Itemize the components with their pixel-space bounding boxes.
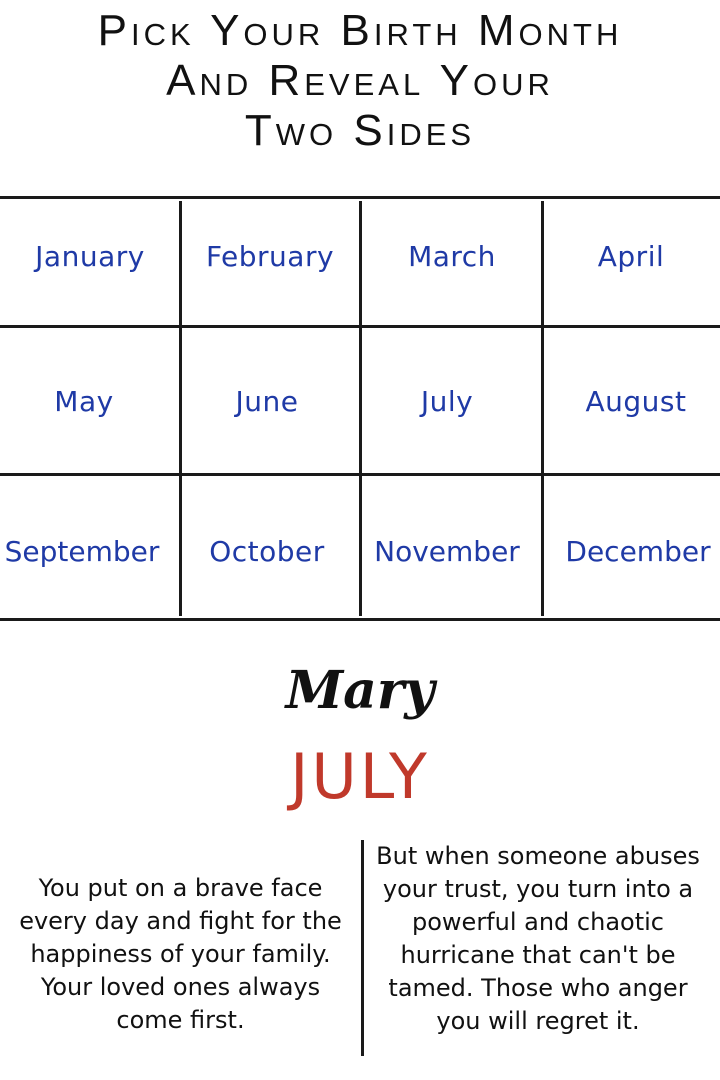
month-march[interactable]: March bbox=[408, 240, 496, 273]
result-left-text: You put on a brave face every day and fight for the happiness of your family. Your loved ones always come first. bbox=[19, 874, 342, 1034]
month-november[interactable]: November bbox=[374, 535, 520, 568]
grid-line-top bbox=[0, 196, 720, 199]
month-july[interactable]: July bbox=[420, 385, 474, 418]
month-may[interactable]: May bbox=[54, 385, 114, 418]
month-september[interactable]: September bbox=[4, 535, 160, 568]
month-april[interactable]: April bbox=[597, 240, 665, 273]
title-line-2: And Reveal Your bbox=[166, 56, 554, 105]
month-june[interactable]: June bbox=[235, 385, 299, 418]
title-line-3: Two Sides bbox=[244, 106, 476, 155]
month-february[interactable]: February bbox=[205, 240, 335, 273]
month-october[interactable]: October bbox=[209, 535, 325, 568]
page-title bbox=[0, 6, 720, 156]
result-month: JULY bbox=[290, 740, 430, 813]
month-august[interactable]: August bbox=[585, 385, 687, 418]
month-january[interactable]: January bbox=[35, 240, 145, 273]
result-right-text: But when someone abuses your trust, you turn into a powerful and chaotic hurricane that can't be tamed. Those who anger you will regret it. bbox=[376, 842, 700, 1035]
result-name: Mary bbox=[285, 660, 435, 721]
grid-line-bottom bbox=[0, 618, 720, 621]
title-line-1: Pick Your Birth Month bbox=[97, 6, 623, 55]
result-divider bbox=[361, 840, 364, 1056]
month-december[interactable]: December bbox=[565, 535, 711, 568]
